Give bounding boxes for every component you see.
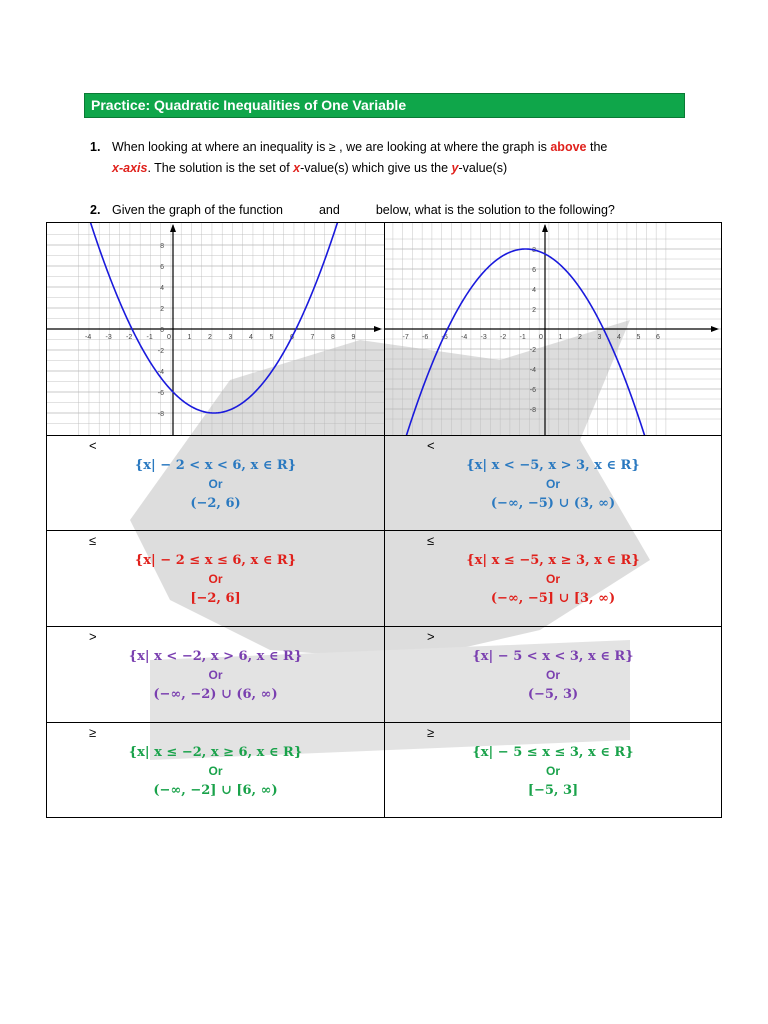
graph-cell-right — [384, 222, 722, 436]
y-tick-label: -2 — [529, 347, 536, 354]
y-tick-label: 2 — [532, 307, 536, 314]
interval-notation: (−∞, −5] ∪ [3, ∞) — [490, 591, 616, 606]
x-tick-label: 1 — [187, 334, 192, 341]
x-tick-label: 4 — [617, 334, 621, 341]
x-tick-label: -6 — [422, 334, 429, 341]
y-tick-label: 2 — [160, 306, 164, 313]
inequality-symbol: ≤ — [89, 533, 97, 548]
interval-notation: [−2, 6] — [190, 591, 241, 606]
x-tick-label: 6 — [290, 334, 294, 341]
set-builder-notation: {x| x ≤ −5, x ≥ 3, x ∈ R} — [466, 553, 640, 568]
answer-cell-left — [46, 626, 385, 723]
or-label: Or — [208, 764, 223, 778]
y-tick-label: -6 — [157, 390, 164, 397]
y-axis-arrow — [542, 224, 548, 232]
or-label: Or — [545, 477, 560, 491]
answer-cell-left — [46, 435, 385, 531]
y-tick-label: 4 — [160, 285, 164, 292]
y-tick-label: -4 — [157, 369, 164, 376]
x-tick-label: -7 — [402, 334, 409, 341]
inequality-symbol: < — [89, 438, 97, 453]
solution-set — [47, 647, 384, 704]
inequality-symbol: ≥ — [427, 725, 435, 740]
x-tick-label: -4 — [85, 334, 92, 341]
interval-notation: [−5, 3] — [527, 783, 579, 798]
x-tick-label: -3 — [480, 334, 487, 341]
solution-set — [47, 743, 384, 800]
y-tick-label: -8 — [157, 411, 164, 418]
set-builder-notation: {x| x < −2, x > 6, x ∈ R} — [128, 649, 303, 664]
x-axis-arrow — [374, 326, 382, 332]
graph-g — [385, 223, 721, 435]
question-2: 2. Given the graph of the function and below, what is the solution to the following? — [90, 200, 730, 221]
interval-notation: (−∞, −5) ∪ (3, ∞) — [490, 496, 616, 511]
x-tick-label: 3 — [228, 334, 233, 341]
answer-cell-left — [46, 530, 385, 627]
answer-cell-right — [384, 626, 722, 723]
or-label: Or — [545, 668, 560, 682]
or-label: Or — [208, 668, 223, 682]
x-tick-label: 5 — [636, 334, 641, 341]
y-tick-label: -8 — [529, 407, 536, 414]
solution-set — [385, 647, 721, 704]
question-number: 2. — [90, 203, 101, 217]
y-tick-label: -2 — [157, 348, 164, 355]
parabola-curve — [79, 223, 374, 413]
set-builder-notation: {x| x ≤ −2, x ≥ 6, x ∈ R} — [128, 745, 303, 760]
question-number: 1. — [90, 140, 101, 154]
x-tick-label: -1 — [519, 334, 526, 341]
set-builder-notation: {x| − 5 ≤ x ≤ 3, x ∈ R} — [472, 745, 634, 760]
solution-set — [47, 456, 384, 513]
x-tick-label: 4 — [249, 334, 253, 341]
answer-cell-right — [384, 435, 722, 531]
interval-notation: (−∞, −2) ∪ (6, ∞) — [153, 687, 278, 702]
x-tick-label: -4 — [461, 334, 468, 341]
x-tick-label: 5 — [269, 334, 274, 341]
answer-cell-left — [46, 722, 385, 818]
x-tick-label: -1 — [146, 334, 153, 341]
set-builder-notation: {x| − 2 ≤ x ≤ 6, x ∈ R} — [134, 553, 297, 568]
solution-set — [385, 456, 721, 513]
question-1: 1. When looking at where an inequality is ≥ , we are looking at where the graph is above the x-axis. The solution is the set of x-value(s) which give us the y-value(s) — [90, 137, 690, 179]
or-label: Or — [208, 477, 223, 491]
x-tick-label: 2 — [578, 334, 582, 341]
inequality-symbol: ≤ — [427, 533, 435, 548]
inequality-symbol: < — [427, 438, 435, 453]
y-tick-label: 8 — [532, 247, 536, 254]
x-tick-label: 1 — [558, 334, 563, 341]
or-label: Or — [208, 572, 223, 586]
set-builder-notation: {x| − 5 < x < 3, x ∈ R} — [472, 649, 634, 664]
y-tick-label: 6 — [160, 264, 164, 271]
x-tick-label: -3 — [105, 334, 112, 341]
x-tick-label: 9 — [351, 334, 356, 341]
x-tick-label: 3 — [597, 334, 602, 341]
x-tick-label: 7 — [310, 334, 315, 341]
solution-set — [385, 551, 721, 608]
interval-notation: (−5, 3) — [527, 687, 579, 702]
or-label: Or — [545, 764, 560, 778]
x-tick-label: -2 — [500, 334, 507, 341]
x-tick-label: -2 — [126, 334, 133, 341]
x-tick-label: 0 — [539, 334, 543, 341]
or-label: Or — [545, 572, 560, 586]
y-tick-label: 8 — [160, 243, 164, 250]
set-builder-notation: {x| x < −5, x > 3, x ∈ R} — [466, 458, 640, 473]
x-axis-arrow — [711, 326, 719, 332]
answer-cell-right — [384, 722, 722, 818]
y-tick-label: -4 — [529, 367, 536, 374]
solution-set — [47, 551, 384, 608]
inequality-symbol: > — [427, 629, 435, 644]
set-builder-notation: {x| − 2 < x < 6, x ∈ R} — [134, 458, 297, 473]
y-tick-label: 4 — [532, 287, 536, 294]
x-tick-label: -5 — [441, 334, 448, 341]
inequality-symbol: ≥ — [89, 725, 97, 740]
x-tick-label: 8 — [331, 334, 335, 341]
graph-f — [47, 223, 384, 435]
interval-notation: (−2, 6) — [190, 496, 241, 511]
y-tick-label: 6 — [532, 267, 536, 274]
solution-set — [385, 743, 721, 800]
y-tick-label: 0 — [160, 327, 164, 334]
x-tick-label: 2 — [208, 334, 212, 341]
inequality-symbol: > — [89, 629, 97, 644]
graph-cell-left — [46, 222, 385, 436]
y-tick-label: -6 — [529, 387, 536, 394]
page-title-banner: Practice: Quadratic Inequalities of One Variable — [84, 93, 685, 118]
answer-cell-right — [384, 530, 722, 627]
x-tick-label: 6 — [656, 334, 660, 341]
x-tick-label: 0 — [167, 334, 171, 341]
interval-notation: (−∞, −2] ∪ [6, ∞) — [153, 783, 278, 798]
